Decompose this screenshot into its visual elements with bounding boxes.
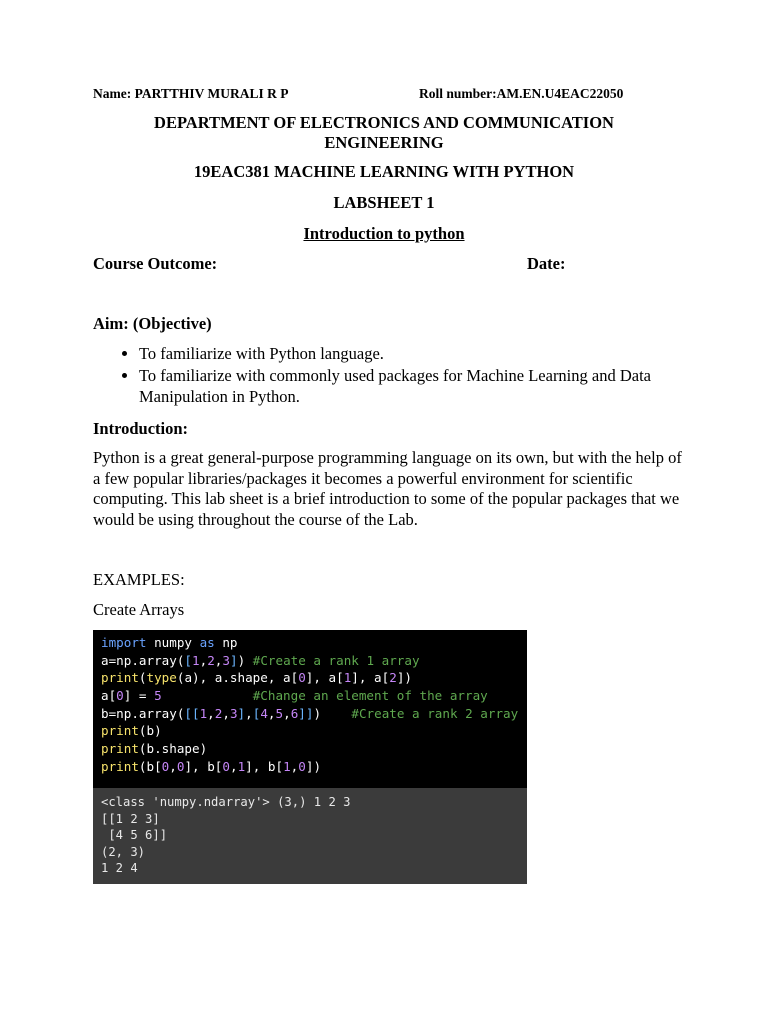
code-token: 5 [154,688,162,704]
course-outcome-label: Course Outcome: [93,254,218,273]
code-token: ) [313,705,352,721]
code-token: 0 [222,758,230,774]
code-token: 0 [116,688,124,704]
code-line [101,722,527,740]
output-line: 1 2 4 [101,861,138,876]
code-token: 1 [192,652,200,668]
department-title: DEPARTMENT OF ELECTRONICS AND COMMUNICATION ENGINEERING [154,113,614,152]
aim-list [93,343,729,408]
code-token: numpy [146,635,200,650]
code-token: 5 [275,705,284,721]
code-token: 1 [237,758,246,774]
output-line: (2, 3) [101,844,146,859]
code-token: ] = [123,688,155,704]
code-token: 1 [343,670,352,686]
code-token: #Create a rank 1 array [252,652,420,668]
code-token: ], a[ [351,670,390,686]
code-token: 6 [290,705,299,721]
code-token: 2 [214,705,223,721]
code-token: ], b[ [184,758,223,774]
code-token: print [101,723,139,739]
code-token: , [283,705,291,721]
code-token: 0 [176,758,185,774]
code-token: , [222,705,230,721]
output-line: [4 5 6]] [101,828,168,843]
code-input-cell [93,630,527,788]
code-token: , [290,758,299,774]
introduction-heading: Introduction: [93,419,189,438]
code-line [101,669,527,687]
code-token: ] [229,652,238,668]
code-token: type [146,670,177,686]
code-line [101,705,527,723]
code-token: a[ [101,688,117,704]
code-token: [ [252,705,261,721]
code-line [101,687,527,705]
aim-bullet: • To familiarize with Python language. [139,343,729,364]
topic-title: Introduction to python [303,224,465,243]
code-token: as [199,635,215,650]
code-token: print [101,670,139,686]
introduction-paragraph: Python is a great general-purpose programming language on its own, but with the help of a few popular libraries/packages it becomes a powerful environment for scientific computing. This lab sheet is a brief introduction to some of the popular packages that we would be using throughout the course of the Lab. [93,448,682,529]
code-line [101,758,527,776]
code-token: , [199,652,208,668]
code-token: 3 [222,652,230,668]
create-arrays-subheading: Create Arrays [93,600,185,619]
code-token: ) [237,652,253,668]
aim-bullet: • To familiarize with commonly used packages for Machine Learning and Data Manipulation in Python. [139,365,729,407]
code-token: 1 [283,758,291,774]
code-token [162,688,253,703]
code-token: , [229,758,238,774]
code-token: 2 [207,652,215,668]
code-token: 3 [229,705,238,721]
code-token: 2 [389,670,397,686]
code-token: 4 [260,705,268,721]
course-outcome-row [93,254,693,274]
labsheet-title: LABSHEET 1 [333,193,435,212]
code-token: , [214,652,223,668]
code-token: 0 [298,670,306,686]
code-token: (b) [138,723,162,739]
code-token: #Create a rank 2 array [351,705,519,721]
aim-heading: Aim: (Objective) [93,314,212,333]
code-token: b=np.array( [101,705,185,721]
code-line [101,740,527,758]
code-token: , [169,758,177,774]
code-token: ]] [298,705,314,721]
roll-number: Roll number:AM.EN.U4EAC22050 [419,86,624,101]
code-token: , [245,705,253,721]
code-token: np [214,635,238,650]
code-token: ]) [305,758,322,774]
code-token: (a), a.shape, a[ [176,670,299,686]
code-token: 0 [298,758,306,774]
examples-heading: EXAMPLES: [93,570,185,589]
code-token: a=np.array( [101,652,185,668]
code-token: , [207,705,215,721]
output-line: [[1 2 3] [101,811,160,826]
code-screenshot [93,630,527,884]
code-token: import [101,635,147,650]
code-token: #Change an element of the array [252,688,488,704]
code-token: print [101,741,139,757]
code-token: print [101,758,139,774]
code-token: 0 [161,758,170,774]
code-token: [[ [184,705,200,721]
output-line: <class 'numpy.ndarray'> (3,) 1 2 3 [101,795,351,809]
code-line [101,634,527,652]
code-token: , [267,705,276,721]
code-line [101,652,527,670]
code-output-cell [93,788,527,884]
course-title: 19EAC381 MACHINE LEARNING WITH PYTHON [193,162,575,181]
student-header [93,86,653,102]
code-token: ] [237,705,246,721]
code-token: (b.shape) [138,741,208,757]
code-token: ( [138,670,147,686]
code-token: [ [184,652,192,668]
code-token: ]) [396,670,412,686]
code-token: (b[ [138,758,162,774]
date-label: Date: [527,254,566,273]
student-name: Name: PARTTHIV MURALI R P [93,86,289,101]
code-token: ], a[ [305,670,344,686]
code-token: 1 [199,705,208,721]
code-token: ], b[ [245,758,284,774]
